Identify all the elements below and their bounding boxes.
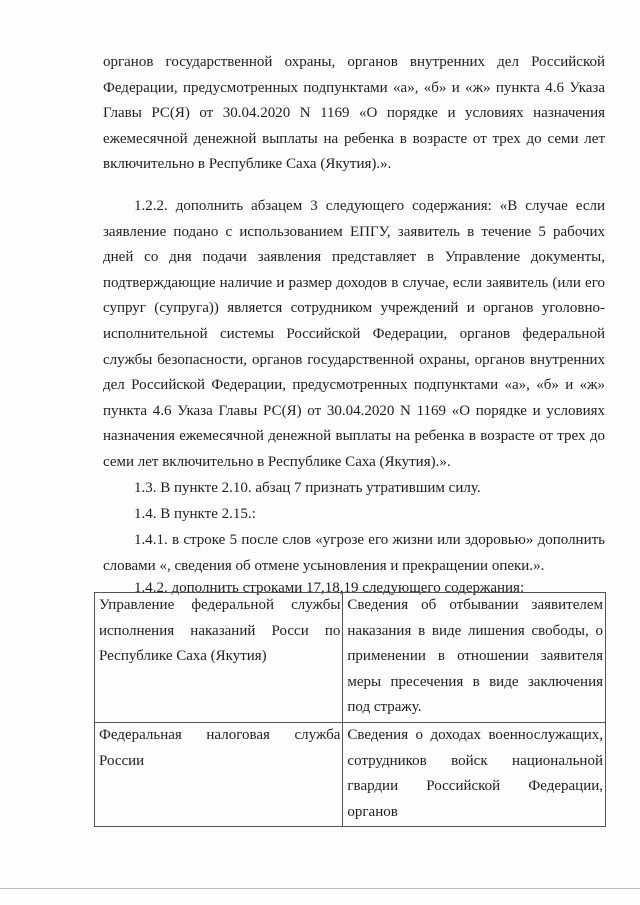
paragraph-1-3: 1.3. В пункте 2.10. абзац 7 признать утратившим силу. [134, 480, 481, 496]
table-row [95, 722, 606, 826]
table-cell-agency: Федеральная налоговая служба России [95, 722, 343, 826]
paragraph-1-4-2: 1.4.2. дополнить строками 17,18,19 следующего содержания: [134, 580, 525, 596]
table-cell-info: Сведения о доходах военнослужащих, сотрудников войск национальной гвардии Российской Федерации, органов [343, 722, 606, 826]
table-cell-agency: Управление федеральной службы исполнения наказаний Росси по Республике Саха (Якутия) [95, 593, 343, 723]
page-bottom-edge [0, 888, 640, 889]
paragraph-continuation: органов государственной охраны, органов внутренних дел Российской Федерации, предусмотренных подпунктами «а», «б» и «ж» пункта 4.6 Указа Главы РС(Я) от 30.04.2020 N 1169 «О порядке и условиях назначения ежемесячной денежной выплаты на ребенка в возрасте от трех до семи лет включительно в Республике Саха (Якутия).». [103, 54, 605, 173]
table-cell-info: Сведения об отбывании заявителем наказания в виде лишения свободы, о применении в отношении заявителя меры пресечения в виде заключения под стражу. [343, 593, 606, 723]
paragraph-1-4-1: 1.4.1. в строке 5 после слов «угрозе его жизни или здоровью» дополнить словами «, сведения об отмене усыновления и прекращении опеки.». [103, 532, 605, 574]
table-row [95, 593, 606, 723]
agency-data-table [94, 592, 606, 827]
paragraph-1-4: 1.4. В пункте 2.15.: [134, 506, 256, 522]
paragraph-1-2-2: 1.2.2. дополнить абзацем 3 следующего содержания: «В случае если заявление подано с использованием ЕПГУ, заявитель в течение 5 рабочих дней со дня подачи заявления представляет в Управление документы, подтверждающие наличие и размер доходов в случае, если заявитель (или его супруг (супруга)) является сотрудником учреждений и органов уголовно-исполнительной системы Российской Федерации, органов федеральной службы безопасности, органов государственной охраны, органов внутренних дел Российской Федерации, предусмотренных подпунктами «а», «б» и «ж» пункта 4.6 Указа Главы РС(Я) от 30.04.2020 N 1169 «О порядке и условиях назначения ежемесячной денежной выплаты на ребенка в возрасте от трех до семи лет включительно в Республике Саха (Якутия).». [103, 198, 605, 470]
